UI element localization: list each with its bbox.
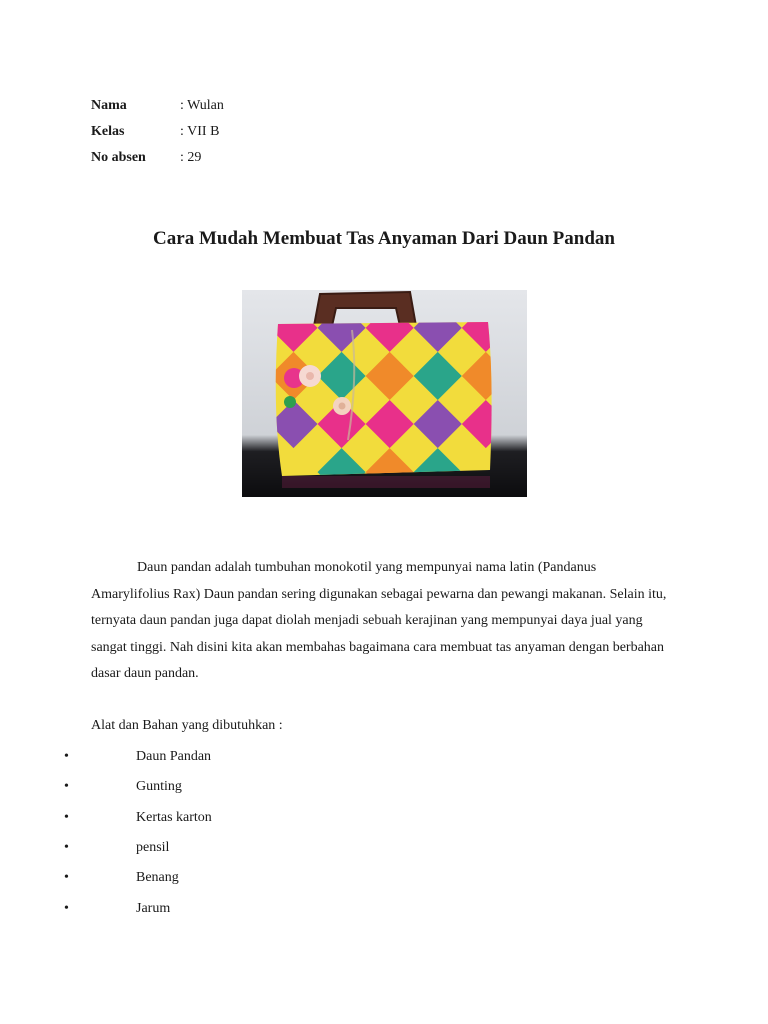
list-item (64, 833, 212, 863)
list-item (64, 863, 212, 893)
list-item-text: Gunting (136, 779, 182, 795)
info-row-name (91, 93, 224, 119)
woven-bag-illustration (242, 290, 527, 497)
bullet-icon: • (64, 900, 69, 916)
intro-paragraph (91, 555, 671, 688)
bullet-icon: • (64, 809, 69, 825)
info-label: Kelas (91, 124, 125, 139)
list-item (64, 893, 212, 923)
intro-text: Daun pandan adalah tumbuhan monokotil yang mempunyai nama latin (Pandanus Amarylifolius Rax) Daun pandan sering digunakan sebagai pewarna dan pewangi makanan. Selain itu, ternyata daun pandan juga dapat diolah menjadi sebuah kerajinan yang mempunyai daya jual yang sangat tinggi. Nah disini kita akan membahas bagaimana cara membuat tas anyaman dengan berbahan dasar daun pandan. (91, 560, 667, 681)
list-item-text: Jarum (136, 900, 171, 916)
bullet-icon: • (64, 870, 69, 886)
list-item-text: Daun Pandan (136, 749, 212, 765)
info-row-absen (91, 145, 224, 171)
materials-list (64, 742, 212, 924)
list-item (64, 772, 212, 802)
bullet-icon: • (64, 749, 69, 765)
list-item-text: Benang (136, 870, 179, 886)
bullet-icon: • (64, 779, 69, 795)
info-value: : VII B (180, 124, 220, 139)
info-value: : 29 (180, 150, 202, 165)
woven-bag-photo (242, 290, 527, 497)
student-info (91, 93, 224, 171)
list-item (64, 742, 212, 772)
materials-heading: Alat dan Bahan yang dibutuhkan : (91, 718, 283, 733)
list-item-text: pensil (136, 840, 170, 856)
bullet-icon: • (64, 840, 69, 856)
info-value: : Wulan (180, 98, 224, 113)
list-item (64, 803, 212, 833)
document-title: Cara Mudah Membuat Tas Anyaman Dari Daun Pandan (153, 228, 615, 249)
info-label: No absen (91, 150, 146, 165)
info-label: Nama (91, 98, 127, 113)
info-row-class (91, 119, 224, 145)
list-item-text: Kertas karton (136, 809, 212, 825)
